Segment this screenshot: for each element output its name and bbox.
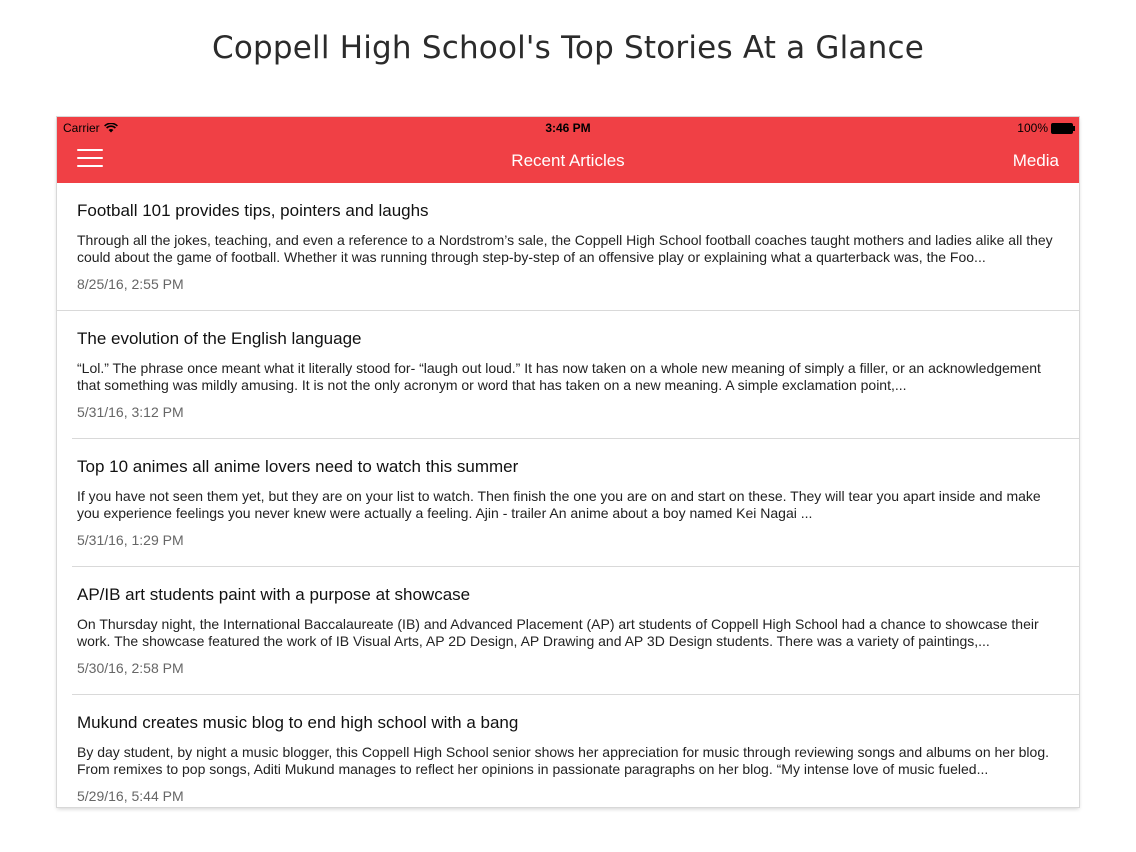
article-title: Top 10 animes all anime lovers need to watch this summer bbox=[77, 457, 519, 476]
article-title: The evolution of the English language bbox=[77, 329, 362, 348]
article-excerpt: On Thursday night, the International Baccalaureate (IB) and Advanced Placement (AP) art students of Coppell High School had a chance to showcase their work. The showcase featured the work of IB Visual Arts, AP 2D Design, AP Drawing and AP 3D Design students. There was a variety of paintings,... bbox=[77, 616, 1039, 649]
article-title: AP/IB art students paint with a purpose at showcase bbox=[77, 585, 471, 604]
article-list bbox=[57, 183, 1079, 807]
battery-icon bbox=[1051, 123, 1073, 134]
carrier-label: Carrier bbox=[63, 121, 100, 135]
article-excerpt: If you have not seen them yet, but they are on your list to watch. Then finish the one you are on and start on these. They will tear you apart inside and make you experience feelings you never knew were actually a feeling. Ajin - trailer An anime about a boy named Kei Nagai ... bbox=[77, 488, 1041, 521]
article-row[interactable] bbox=[72, 695, 1079, 807]
article-row[interactable] bbox=[72, 567, 1079, 695]
status-time: 3:46 PM bbox=[545, 121, 591, 135]
article-title: Mukund creates music blog to end high school with a bang bbox=[77, 713, 519, 732]
device-screen bbox=[57, 117, 1079, 807]
media-button[interactable]: Media bbox=[1012, 151, 1059, 170]
article-date: 5/29/16, 5:44 PM bbox=[77, 788, 184, 804]
article-title: Football 101 provides tips, pointers and laughs bbox=[77, 201, 429, 220]
article-date: 5/30/16, 2:58 PM bbox=[77, 660, 184, 676]
article-excerpt: By day student, by night a music blogger, this Coppell High School senior shows her appreciation for music through reviewing songs and albums on her blog. From remixes to pop songs, Aditi Mukund manages to reflect her opinions in passionate paragraphs on her blog. “My intense love of music fueled... bbox=[77, 744, 1049, 777]
nav-bar bbox=[57, 139, 1079, 183]
article-row[interactable] bbox=[72, 439, 1079, 567]
status-bar bbox=[57, 117, 1079, 139]
article-excerpt: Through all the jokes, teaching, and even a reference to a Nordstrom’s sale, the Coppell High School football coaches taught mothers and ladies alike all they could about the game of football. Whether it was running through step-by-step of an offensive play or explaining what a quarterback was, the Foo... bbox=[77, 232, 1053, 265]
battery-percent: 100% bbox=[1017, 121, 1048, 135]
status-battery bbox=[1017, 121, 1073, 135]
article-date: 8/25/16, 2:55 PM bbox=[77, 276, 184, 292]
promo-title: Coppell High School's Top Stories At a Glance bbox=[212, 30, 924, 66]
article-row[interactable] bbox=[57, 183, 1079, 311]
article-excerpt: “Lol.” The phrase once meant what it literally stood for- “laugh out loud.” It has now taken on a whole new meaning of simply a filler, or an acknowledgement that something was mildly amusing. It is not the only acronym or word that has taken on a new meaning. A simple exclamation point,... bbox=[77, 360, 1041, 393]
nav-title: Recent Articles bbox=[511, 151, 625, 170]
article-date: 5/31/16, 1:29 PM bbox=[77, 532, 184, 548]
article-date: 5/31/16, 3:12 PM bbox=[77, 404, 184, 420]
article-row[interactable] bbox=[72, 311, 1079, 439]
